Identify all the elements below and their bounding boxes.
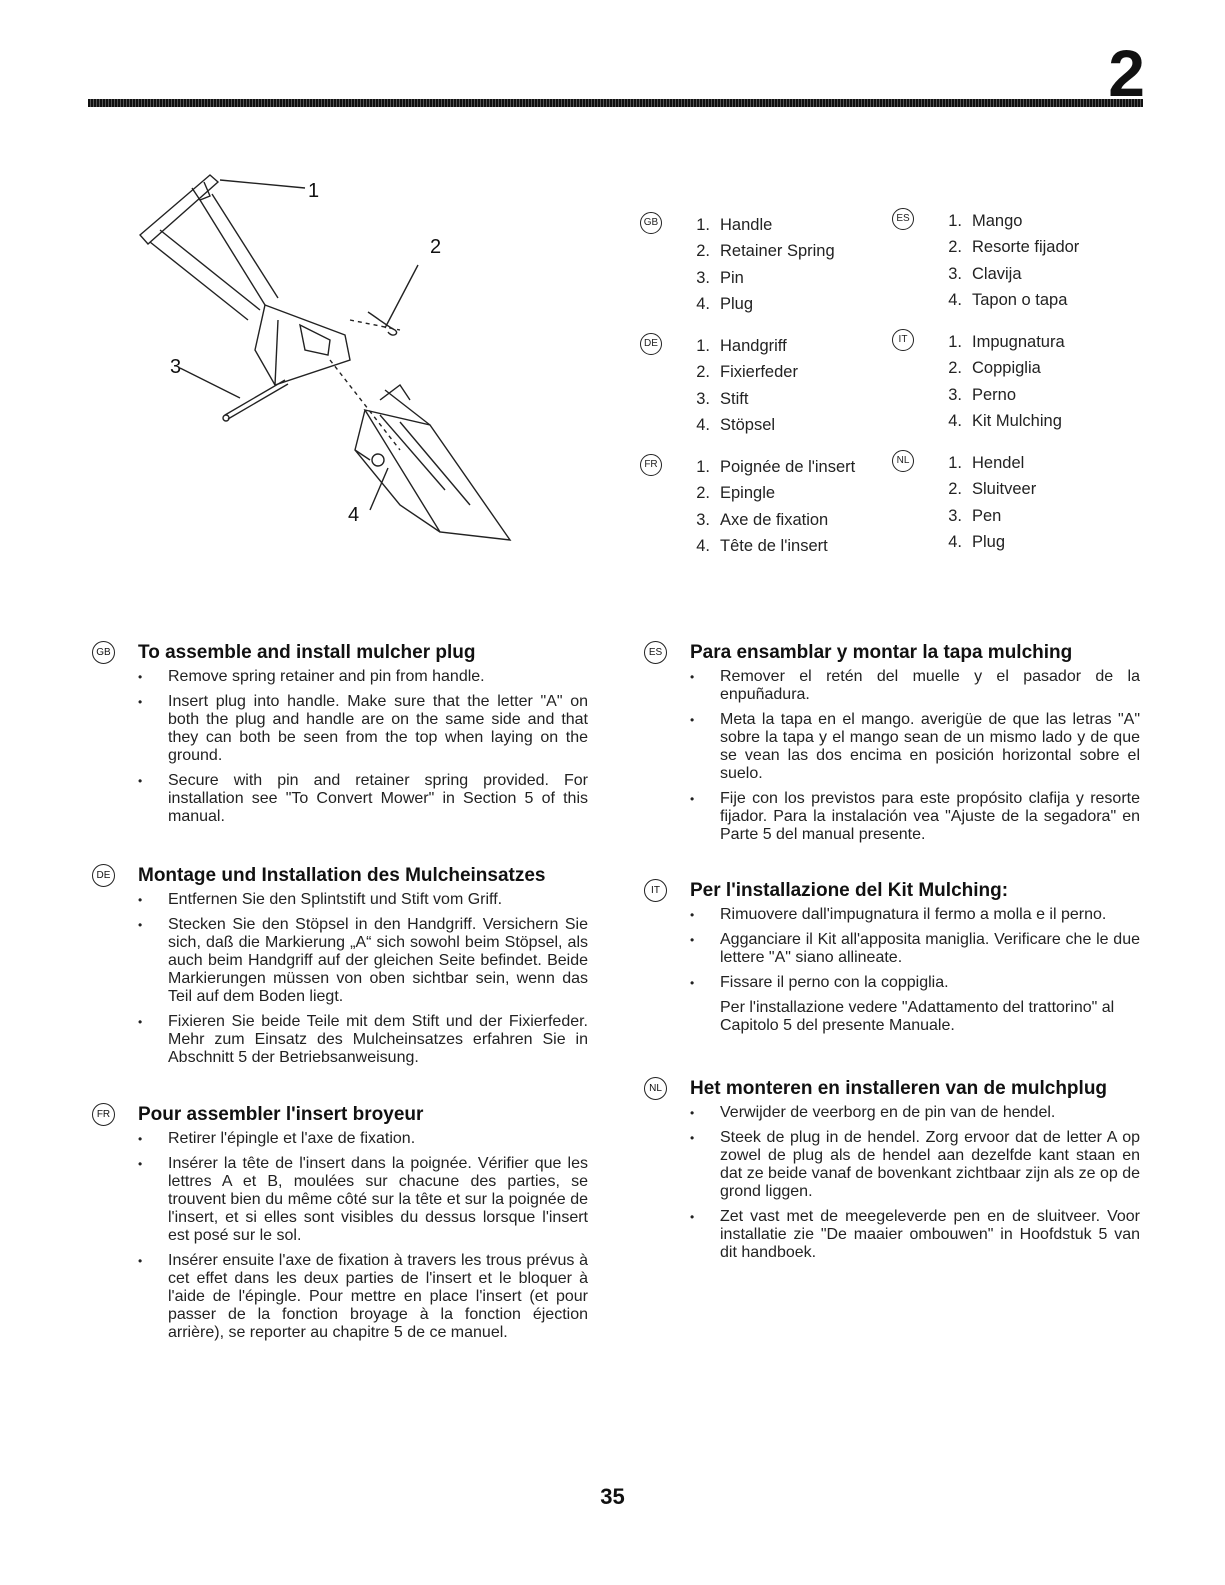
- callout-4: 4: [348, 504, 360, 526]
- legend-item: 1. Handgriff: [696, 336, 787, 355]
- section-title: GB To assemble and install mulcher plug: [138, 642, 588, 664]
- lang-badge-fr: FR: [640, 454, 662, 476]
- legend-item: 3. Pin: [696, 268, 744, 287]
- lang-badge-de: DE: [640, 333, 662, 355]
- legend-item: 3. Pen: [948, 506, 1002, 525]
- legend-it: [898, 329, 1079, 435]
- callout-1: 1: [308, 180, 320, 202]
- legend-item: 1. Mango: [948, 211, 1023, 230]
- legend-item: 1. Poignée de l'insert: [696, 457, 856, 476]
- section-title: ES Para ensamblar y montar la tapa mulching: [690, 642, 1140, 664]
- chapter-number: 2: [1108, 36, 1145, 110]
- legend-gb: [643, 212, 855, 318]
- section-es: [648, 642, 1140, 851]
- lang-badge-fr: FR: [92, 1103, 115, 1126]
- callout-3: 3: [170, 356, 182, 378]
- instruction-list: [690, 906, 1140, 992]
- legend-item: 4. Plug: [696, 295, 754, 314]
- section-gb: [96, 642, 588, 833]
- lang-badge-it: IT: [644, 879, 667, 902]
- lang-badge-it: IT: [892, 329, 914, 351]
- legend-item: 1. Impugnatura: [948, 332, 1065, 351]
- list-item: • Fixieren Sie beide Teile mit dem Stift und der Fixierfeder. Mehr zum Einsatz des Mulcheinsatzes erfahren Sie in Abschnitt 5 der Betriebsanweisung.: [138, 1013, 588, 1067]
- instruction-list: [138, 1130, 588, 1342]
- list-item: • Fissare il perno con la coppiglia.: [690, 974, 1140, 992]
- legend-item: 3. Perno: [948, 385, 1017, 404]
- instruction-list: [138, 668, 588, 826]
- legend-item: 2. Retainer Spring: [696, 242, 835, 261]
- list-item: • Insert plug into handle. Make sure that the letter "A" on both the plug and handle are on the same side and that they can both be seen from the top when laying on the ground.: [138, 693, 588, 765]
- legend-item: 2. Fixierfeder: [696, 363, 798, 382]
- list-item: • Insérer ensuite l'axe de fixation à travers les trous prévus à cet effet dans les deux parties de l'insert et le bloquer à l'aide de l'épingle. Pour mettre en place l'insert (et pour passer de la fonction broyage à la fonction éjection arrière), se reporter au chapitre 5 de ce manuel.: [138, 1252, 588, 1342]
- section-nl: [649, 1078, 1140, 1269]
- list-item: • Entfernen Sie den Splintstift und Stift vom Griff.: [138, 891, 588, 909]
- legend-item: 4. Tête de l'insert: [696, 537, 828, 556]
- legend-item: 4. Tapon o tapa: [948, 291, 1068, 310]
- legend-item: 2. Resorte fijador: [948, 238, 1080, 257]
- list-item: • Verwijder de veerborg en de pin van de hendel.: [690, 1104, 1140, 1122]
- page-number: 35: [600, 1484, 625, 1509]
- list-item: • Zet vast met de meegeleverde pen en de sluitveer. Voor installatie zie "De maaier ombouwen" in Hoofdstuk 5 van dit handboek.: [690, 1208, 1140, 1262]
- legend-column-left: [643, 212, 856, 575]
- legend-es: [896, 208, 1080, 314]
- section-fr: [96, 1104, 588, 1349]
- lang-badge-gb: GB: [640, 212, 662, 234]
- list-item: • Secure with pin and retainer spring provided. For installation see "To Convert Mower" in Section 5 of this manual.: [138, 772, 588, 826]
- mulcher-plug-figure: [100, 160, 540, 560]
- list-item: • Insérer la tête de l'insert dans la poignée. Vérifier que les lettres A et B, moulées sur chacune des parties, se trouvent bien du même côté sur la tête et sur la poignée de l'insert, et si elles sont visibles du dessus lorsque l'insert est posé sur le sol.: [138, 1155, 588, 1245]
- legend-item: 1. Hendel: [948, 453, 1025, 472]
- header-rule: [88, 99, 1143, 107]
- section-de: [96, 865, 588, 1074]
- lang-badge-nl: NL: [644, 1077, 667, 1100]
- instruction-list: [690, 1104, 1140, 1262]
- list-item: • Fije con los previstos para este propósito clafija y resorte fijador. Para la instalación vea "Ajuste de la segadora" en Parte 5 del manual presente.: [690, 790, 1140, 844]
- list-item: • Meta la tapa en el mango. averigüe de que las letras "A" sobre la tapa y el mango sean de un mismo lado y de que se vean las dos encima en posición horizontal sobre el suelo.: [690, 711, 1140, 783]
- callout-2: 2: [430, 236, 442, 258]
- list-item: • Retirer l'épingle et l'axe de fixation.: [138, 1130, 588, 1148]
- section-title: IT Per l'installazione del Kit Mulching:: [690, 880, 1140, 902]
- mulcher-plug-illustration: [100, 160, 540, 560]
- lang-badge-gb: GB: [92, 641, 115, 664]
- instruction-list: [690, 668, 1140, 844]
- legend-item: 3. Axe de fixation: [696, 510, 829, 529]
- legend-item: 2. Sluitveer: [948, 480, 1037, 499]
- list-item: • Stecken Sie den Stöpsel in den Handgriff. Versichern Sie sich, daß die Markierung „A“ sich sowohl beim Stöpsel, als auch beim Handgriff auf der gleichen Seite befindet. Beide Markierungen müssen von oben sichtbar sein, wenn das Teil auf dem Boden liegt.: [138, 916, 588, 1006]
- legend-item: 2. Epingle: [696, 484, 776, 503]
- legend-de: [644, 333, 855, 439]
- note-text: Per l'installazione vedere "Adattamento del trattorino" al Capitolo 5 del presente Manuale.: [720, 999, 1115, 1034]
- list-item: • Steek de plug in de hendel. Zorg ervoor dat de letter A op zowel de plug als de hendel aan dezelfde kant staan en dat ze beide vanaf de bovenkant zichtbaar zijn als ze op de grond liggen.: [690, 1129, 1140, 1201]
- instruction-list: [138, 891, 588, 1067]
- list-item: • Remover el retén del muelle y el pasador de la enpuñadura.: [690, 668, 1140, 704]
- legend-column-right: [896, 208, 1080, 571]
- lang-badge-de: DE: [92, 864, 115, 887]
- list-item: • Remove spring retainer and pin from handle.: [138, 668, 588, 686]
- legend-item: 4. Plug: [948, 533, 1006, 552]
- list-item: • Rimuovere dall'impugnatura il fermo a molla e il perno.: [690, 906, 1140, 924]
- section-it: [651, 880, 1140, 1035]
- section-title: DE Montage und Installation des Mulcheinsatzes: [138, 865, 588, 887]
- section-title: FR Pour assembler l'insert broyeur: [138, 1104, 588, 1126]
- legend-item: 2. Coppiglia: [948, 359, 1041, 378]
- lang-badge-es: ES: [892, 208, 914, 230]
- legend-item: 3. Clavija: [948, 264, 1022, 283]
- legend-nl: [896, 450, 1079, 556]
- list-item: • Agganciare il Kit all'apposita maniglia. Verificare che le due lettere "A" siano allineate.: [690, 931, 1140, 967]
- lang-badge-nl: NL: [892, 450, 914, 472]
- legend-item: 1. Handle: [696, 215, 773, 234]
- legend-item: 3. Stift: [696, 389, 749, 408]
- lang-badge-es: ES: [644, 641, 667, 664]
- section-title: NL Het monteren en installeren van de mulchplug: [690, 1078, 1140, 1100]
- legend-item: 4. Stöpsel: [696, 416, 776, 435]
- legend-fr: [644, 454, 856, 560]
- legend-item: 4. Kit Mulching: [948, 412, 1062, 431]
